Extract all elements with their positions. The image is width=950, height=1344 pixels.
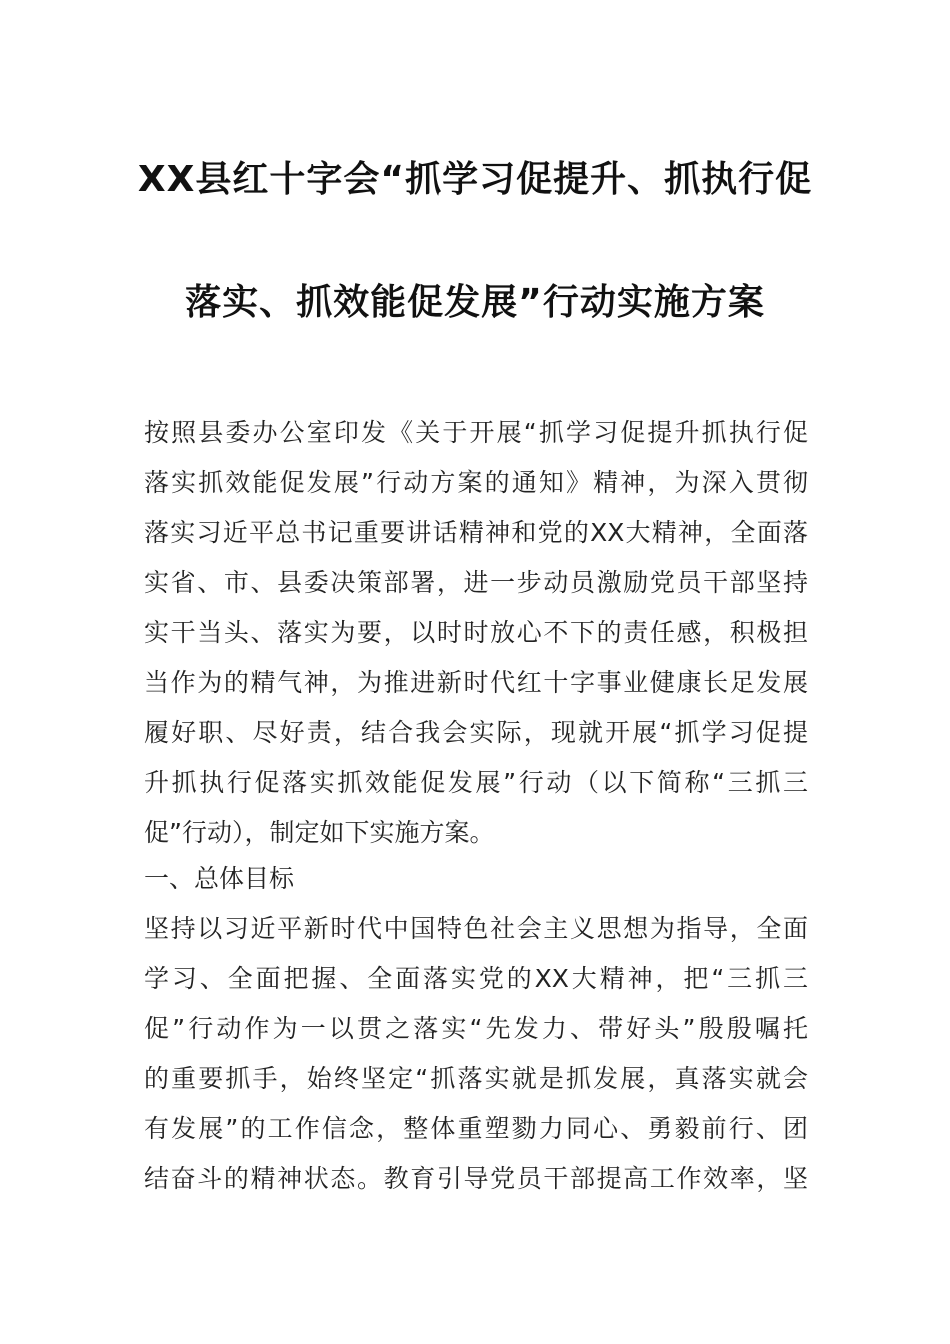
paragraph-line: 结奋斗的精神状态。教育引导党员干部提高工作效率，坚 — [144, 1164, 808, 1193]
section-heading-overall-goals: 一、总体目标 — [144, 864, 295, 893]
document-title-line-2: 落实、抓效能促发展”行动实施方案 — [185, 282, 765, 323]
paragraph-line: 学习、全面把握、全面落实党的XX大精神，把“三抓三 — [144, 964, 808, 993]
paragraph-overall-goals — [144, 904, 808, 1204]
paragraph-line: 按照县委办公室印发《关于开展“抓学习促提升抓执行促 — [144, 418, 808, 447]
paragraph-line: 促”行动），制定如下实施方案。 — [144, 818, 495, 847]
paragraph-line: 升抓执行促落实抓效能促发展”行动（以下简称“三抓三 — [144, 768, 808, 797]
paragraph-line: 落实习近平总书记重要讲话精神和党的XX大精神，全面落 — [144, 518, 808, 547]
paragraph-line: 实省、市、县委决策部署，进一步动员激励党员干部坚持 — [144, 568, 808, 597]
paragraph-line: 当作为的精气神，为推进新时代红十字事业健康长足发展 — [144, 668, 808, 697]
paragraph-intro — [144, 408, 808, 858]
paragraph-line: 促”行动作为一以贯之落实“先发力、带好头”殷殷嘱托 — [144, 1014, 808, 1043]
paragraph-line: 坚持以习近平新时代中国特色社会主义思想为指导，全面 — [144, 914, 808, 943]
paragraph-line: 落实抓效能促发展”行动方案的通知》精神，为深入贯彻 — [144, 468, 808, 497]
paragraph-line: 的重要抓手，始终坚定“抓落实就是抓发展，真落实就会 — [144, 1064, 808, 1093]
paragraph-line: 履好职、尽好责，结合我会实际，现就开展“抓学习促提 — [144, 718, 808, 747]
paragraph-line: 有发展”的工作信念，整体重塑勠力同心、勇毅前行、团 — [144, 1114, 808, 1143]
paragraph-line: 实干当头、落实为要，以时时放心不下的责任感，积极担 — [144, 618, 808, 647]
document-title-line-1: XX县红十字会“抓学习促提升、抓执行促 — [137, 159, 813, 200]
